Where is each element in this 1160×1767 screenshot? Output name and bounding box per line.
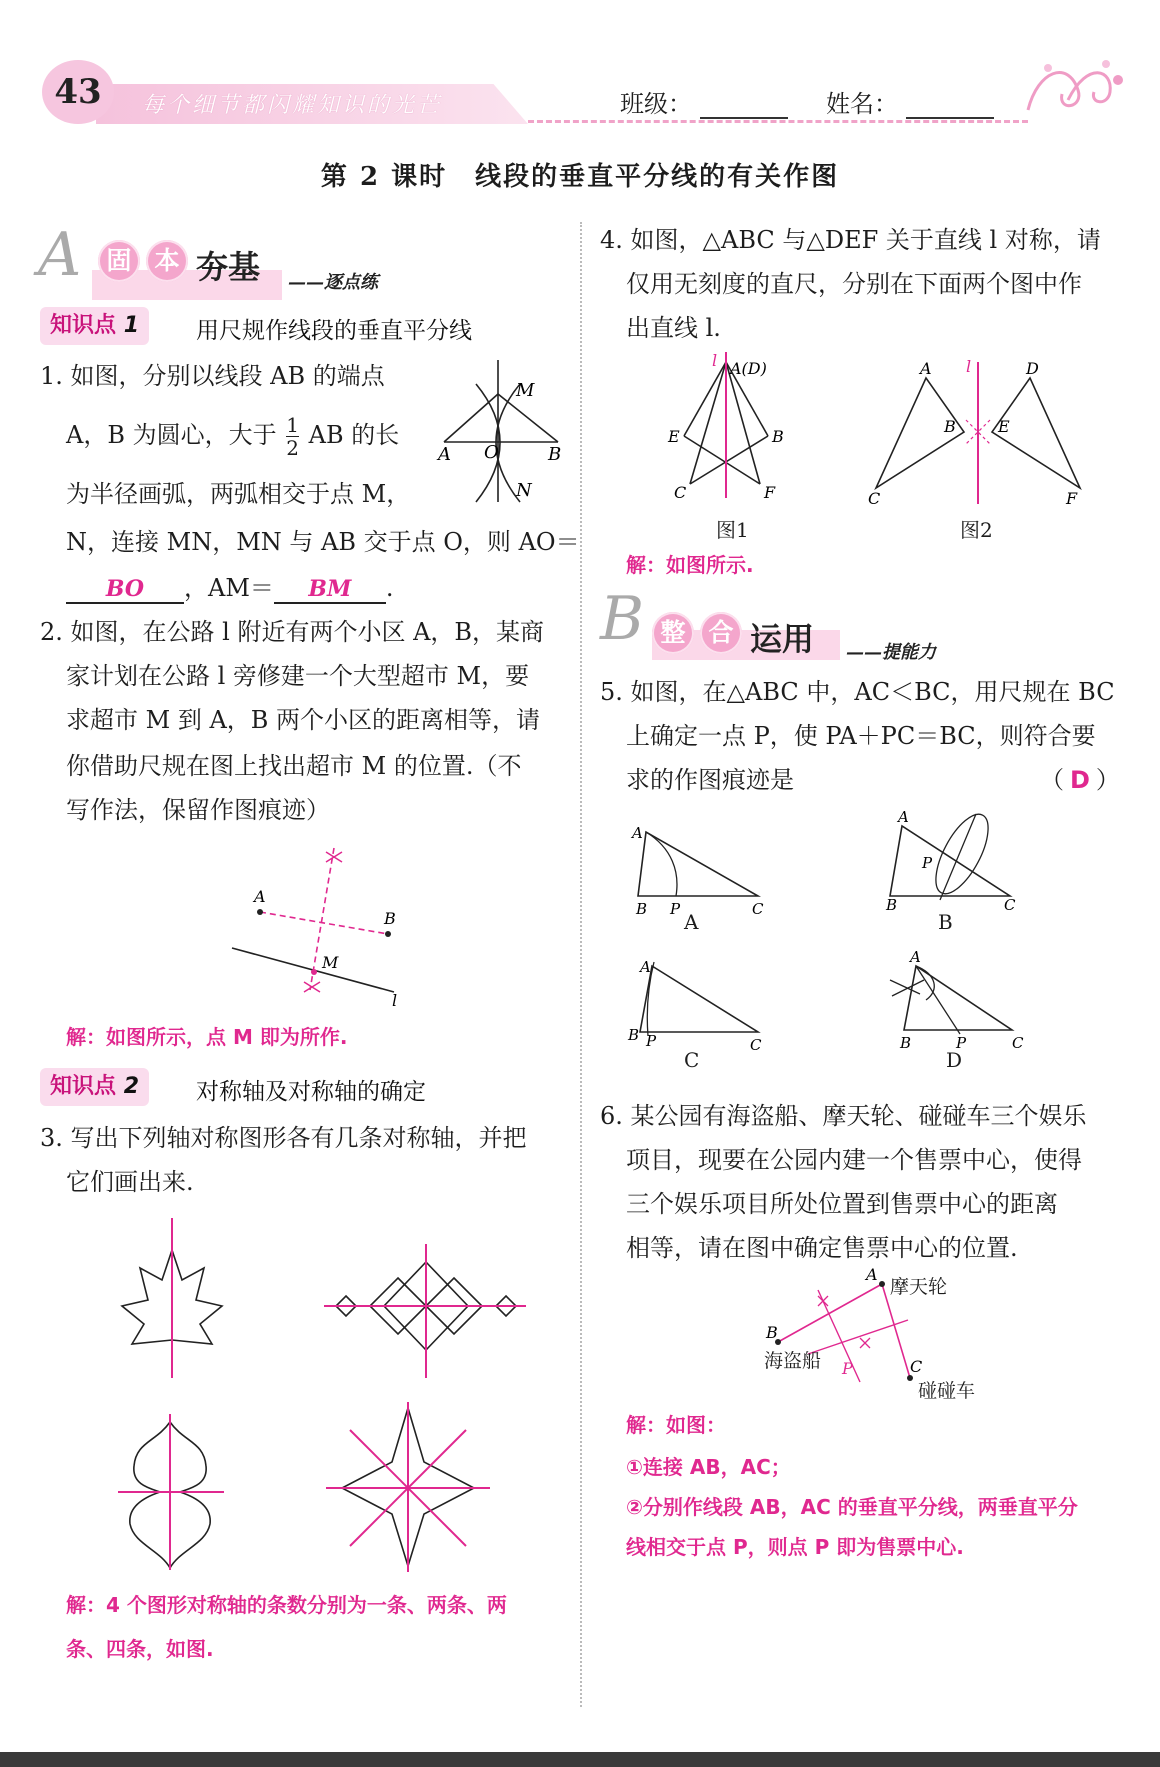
q5-option-b-label: B bbox=[938, 910, 953, 934]
q4-figure-2 bbox=[866, 358, 1086, 508]
section-b-subtitle: ——提能力 bbox=[846, 642, 936, 663]
svg-text:l: l bbox=[392, 991, 398, 1010]
section-a-title: 夯基 bbox=[196, 248, 261, 286]
q6-answer-line-4: 线相交于点 P，则点 P 即为售票中心. bbox=[626, 1535, 964, 1559]
svg-text:F: F bbox=[764, 483, 776, 502]
knowledge-point-1-title: 用尺规作线段的垂直平分线 bbox=[196, 318, 472, 344]
q3-star-figure bbox=[322, 1402, 494, 1572]
svg-text:l: l bbox=[966, 357, 972, 376]
section-a-letter: A bbox=[38, 220, 82, 290]
svg-text:F: F bbox=[1066, 489, 1078, 508]
flourish-ornament-icon bbox=[1018, 50, 1128, 126]
section-a-char-1: 固 bbox=[98, 240, 140, 282]
q5-option-d-label: D bbox=[946, 1048, 963, 1072]
q3-line-2: 它们画出来. bbox=[66, 1168, 194, 1196]
q6-line-1: 6. 某公园有海盗船、摩天轮、碰碰车三个娱乐 bbox=[600, 1102, 1087, 1130]
q6-label-bumper-cars: 碰碰车 bbox=[918, 1380, 976, 1402]
q3-diamond-figure bbox=[320, 1242, 530, 1382]
svg-text:A: A bbox=[632, 824, 643, 842]
q2-line-3: 求超市 M 到 A，B 两个小区的距离相等，请 bbox=[66, 706, 541, 734]
svg-text:A: A bbox=[898, 808, 909, 826]
q4-line-2: 仅用无刻度的直尺，分别在下面两个图中作 bbox=[626, 270, 1082, 298]
page-number: 43 bbox=[42, 60, 114, 124]
q5-option-a-figure bbox=[628, 818, 768, 918]
svg-text:E: E bbox=[998, 417, 1010, 436]
section-a-subtitle: ——逐点练 bbox=[288, 272, 378, 293]
q1-line-1: 1. 如图，分别以线段 AB 的端点 bbox=[40, 362, 385, 390]
q4-answer: 解：如图所示. bbox=[626, 553, 754, 577]
svg-text:A: A bbox=[438, 444, 451, 465]
svg-text:B: B bbox=[628, 1026, 640, 1044]
svg-text:B: B bbox=[548, 444, 562, 465]
class-field: 班级： bbox=[620, 84, 788, 119]
knowledge-point-2-title: 对称轴及对称轴的确定 bbox=[196, 1079, 426, 1105]
q1-line-3: 为半径画弧，两弧相交于点 M， bbox=[66, 480, 411, 508]
svg-text:A: A bbox=[910, 948, 921, 966]
svg-text:C: C bbox=[752, 900, 764, 918]
q5-option-b-figure bbox=[880, 808, 1020, 914]
q4-line-1: 4. 如图，△ABC 与△DEF 关于直线 l 对称，请 bbox=[600, 226, 1101, 254]
svg-text:C: C bbox=[910, 1357, 923, 1376]
svg-text:P: P bbox=[956, 1034, 967, 1052]
svg-text:P: P bbox=[842, 1359, 853, 1378]
name-field: 姓名： bbox=[826, 84, 994, 119]
q4-figure-1-caption: 图1 bbox=[716, 518, 749, 542]
q3-line-1: 3. 写出下列轴对称图形各有几条对称轴，并把 bbox=[40, 1124, 527, 1152]
q6-label-ferris-wheel: 摩天轮 bbox=[890, 1276, 948, 1298]
q3-gourd-figure bbox=[116, 1412, 226, 1572]
q3-answer-line-1: 解：4 个图形对称轴的条数分别为一条、两条、两 bbox=[66, 1593, 507, 1617]
svg-text:C: C bbox=[868, 489, 881, 508]
q4-figure-1 bbox=[660, 350, 810, 510]
q5-line-3: 求的作图痕迹是 bbox=[626, 766, 794, 794]
svg-text:C: C bbox=[1012, 1034, 1024, 1052]
svg-text:B: B bbox=[766, 1323, 778, 1342]
svg-text:P: P bbox=[922, 854, 933, 872]
svg-text:E: E bbox=[668, 427, 680, 446]
q6-line-3: 三个娱乐项目所处位置到售票中心的距离 bbox=[626, 1190, 1058, 1218]
svg-text:B: B bbox=[944, 417, 956, 436]
q1-answer-ao: BO bbox=[66, 576, 184, 604]
header-dashed-line bbox=[528, 120, 1028, 123]
section-b-char-2: 合 bbox=[700, 612, 742, 654]
svg-text:A: A bbox=[920, 359, 932, 378]
svg-text:P: P bbox=[646, 1032, 657, 1050]
q1-line-5: BO ，AM＝ BM . bbox=[66, 568, 394, 608]
q6-label-pirate-ship: 海盗船 bbox=[764, 1350, 822, 1372]
svg-text:B: B bbox=[384, 909, 396, 928]
svg-text:B: B bbox=[772, 427, 784, 446]
q2-answer: 解：如图所示，点 M 即为所作. bbox=[66, 1025, 348, 1049]
svg-text:A: A bbox=[254, 887, 266, 906]
svg-text:D: D bbox=[1026, 359, 1039, 378]
section-a-char-2: 本 bbox=[146, 240, 188, 282]
q5-line-2: 上确定一点 P，使 PA＋PC＝BC，则符合要 bbox=[626, 722, 1096, 750]
q1-line-2: A，B 为圆心，大于 $\frac{1}{2}$ AB 的长 bbox=[66, 413, 400, 460]
svg-text:C: C bbox=[674, 483, 687, 502]
svg-text:A: A bbox=[866, 1265, 878, 1284]
lesson-title: 第 2 课时 线段的垂直平分线的有关作图 bbox=[320, 162, 840, 192]
q5-line-1: 5. 如图，在△ABC 中，AC＜BC，用尺规在 BC bbox=[600, 678, 1115, 706]
svg-text:C: C bbox=[750, 1036, 762, 1054]
svg-text:O: O bbox=[484, 442, 499, 463]
q2-line-4: 你借助尺规在图上找出超市 M 的位置.（不 bbox=[66, 752, 522, 780]
q6-answer-line-2: ①连接 AB，AC； bbox=[626, 1455, 791, 1479]
svg-text:C: C bbox=[1004, 896, 1016, 914]
svg-text:N: N bbox=[516, 480, 532, 501]
q1-line-4: N，连接 MN，MN 与 AB 交于点 O，则 AO＝ bbox=[66, 528, 580, 556]
section-b-letter: B bbox=[600, 584, 645, 654]
column-divider bbox=[580, 222, 582, 1707]
q1-answer-am: BM bbox=[274, 576, 386, 604]
svg-text:M: M bbox=[516, 380, 535, 401]
svg-text:B: B bbox=[636, 900, 648, 918]
section-b-char-1: 整 bbox=[652, 612, 694, 654]
svg-text:A: A bbox=[640, 958, 651, 976]
svg-text:B: B bbox=[886, 896, 898, 914]
q2-line-1: 2. 如图，在公路 l 附近有两个小区 A，B，某商 bbox=[40, 618, 545, 646]
q4-line-3: 出直线 l. bbox=[626, 314, 721, 342]
q6-answer-line-3: ②分别作线段 AB，AC 的垂直平分线，两垂直平分 bbox=[626, 1495, 1078, 1519]
q5-option-a-label: A bbox=[684, 910, 699, 934]
q2-line-2: 家计划在公路 l 旁修建一个大型超市 M，要 bbox=[66, 662, 530, 690]
q5-answer-parens: （ D ） bbox=[1040, 766, 1120, 794]
section-b-title: 运用 bbox=[750, 620, 815, 658]
slogan: 每个细节都闪耀知识的光芒 bbox=[142, 93, 443, 118]
q5-option-d-figure bbox=[880, 948, 1024, 1052]
svg-text:B: B bbox=[900, 1034, 912, 1052]
q2-figure bbox=[224, 840, 414, 1008]
q6-answer-line-1: 解：如图： bbox=[626, 1413, 726, 1437]
svg-text:l: l bbox=[712, 351, 718, 370]
q1-figure bbox=[436, 356, 566, 504]
svg-text:P: P bbox=[670, 900, 681, 918]
knowledge-point-1-badge: 知识点 1 bbox=[40, 307, 149, 345]
q5-option-c-label: C bbox=[684, 1048, 700, 1072]
fraction-one-half: $\frac{1}{2}$ bbox=[286, 413, 299, 460]
q6-line-4: 相等，请在图中确定售票中心的位置. bbox=[626, 1234, 1018, 1262]
q3-answer-line-2: 条、四条，如图. bbox=[66, 1637, 214, 1661]
q6-line-2: 项目，现要在公园内建一个售票中心，使得 bbox=[626, 1146, 1082, 1174]
svg-text:A(D): A(D) bbox=[730, 359, 767, 378]
knowledge-point-2-badge: 知识点 2 bbox=[40, 1068, 149, 1106]
q5-answer: D bbox=[1070, 766, 1090, 794]
q2-line-5: 写作法，保留作图痕迹） bbox=[66, 796, 330, 824]
svg-text:M: M bbox=[322, 953, 339, 972]
q3-maple-leaf-figure bbox=[108, 1210, 238, 1380]
bottom-bar bbox=[0, 1752, 1160, 1767]
q4-figure-2-caption: 图2 bbox=[960, 518, 993, 542]
q5-option-c-figure bbox=[628, 956, 768, 1054]
